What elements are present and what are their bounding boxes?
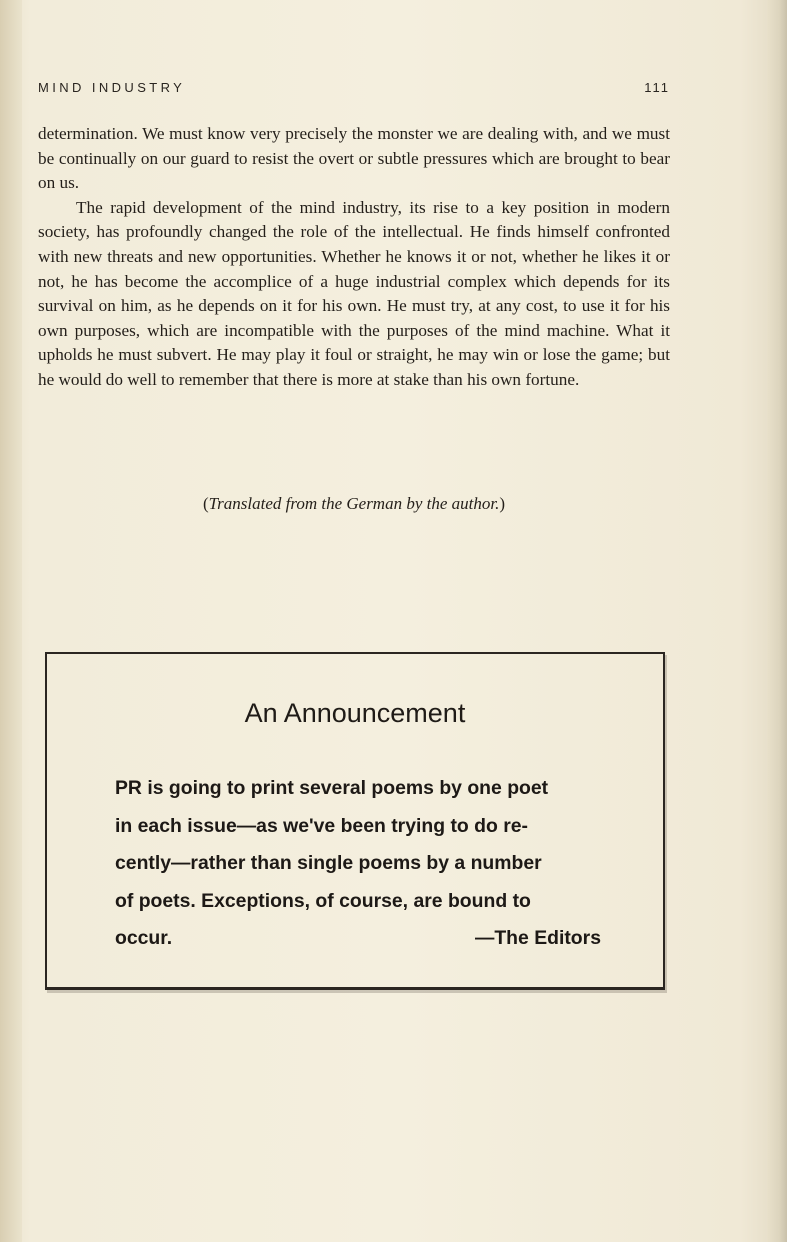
announcement-closing-line <box>115 920 601 958</box>
announcement-last-word: occur. <box>115 927 173 950</box>
editors-signature: —The Editors <box>474 927 601 950</box>
page-edge <box>767 0 787 1242</box>
announcement-line: in each issue—as we've been trying to do re- <box>115 814 529 837</box>
announcement-line: of poets. Exceptions, of course, are bound to <box>115 889 531 912</box>
translation-note <box>38 492 670 516</box>
paragraph: determination. We must know very precisely the monster we are dealing with, and we must be continually on our guard to resist the overt or subtle pressures which are brought to bear on us. <box>38 124 670 193</box>
body-text <box>38 122 670 393</box>
announcement-body <box>115 770 601 958</box>
spine-shadow <box>0 0 22 1242</box>
announcement-box <box>45 652 665 990</box>
paragraph: The rapid development of the mind industry, its rise to a key position in modern society, has profoundly changed the role of the intellectual. He finds himself confronted with new threats and new opportunities. Whether he knows it or not, whether he likes it or not, he has become the accomplice of a huge industrial complex which depends for its survival on him, as he depends on it for his own. He must try, at any cost, to use it for his own purposes, which are incompatible with the purposes of the mind machine. What it upholds he must subvert. He may play it foul or straight, he may win or lose the game; but he would do well to remember that there is more at stake than his own fortune. <box>38 197 670 389</box>
running-head <box>38 80 670 100</box>
translation-note-open-paren: ( <box>202 494 209 513</box>
running-head-title: MIND INDUSTRY <box>38 80 186 95</box>
announcement-line: cently—rather than single poems by a number <box>115 852 542 875</box>
announcement-line: PR is going to print several poems by one poet <box>115 777 549 799</box>
translation-note-text: Translated from the German by the author. <box>208 494 500 513</box>
announcement-title: An Announcement <box>244 698 466 728</box>
translation-note-close-paren: ) <box>499 494 506 513</box>
page-number: 111 <box>644 80 670 95</box>
